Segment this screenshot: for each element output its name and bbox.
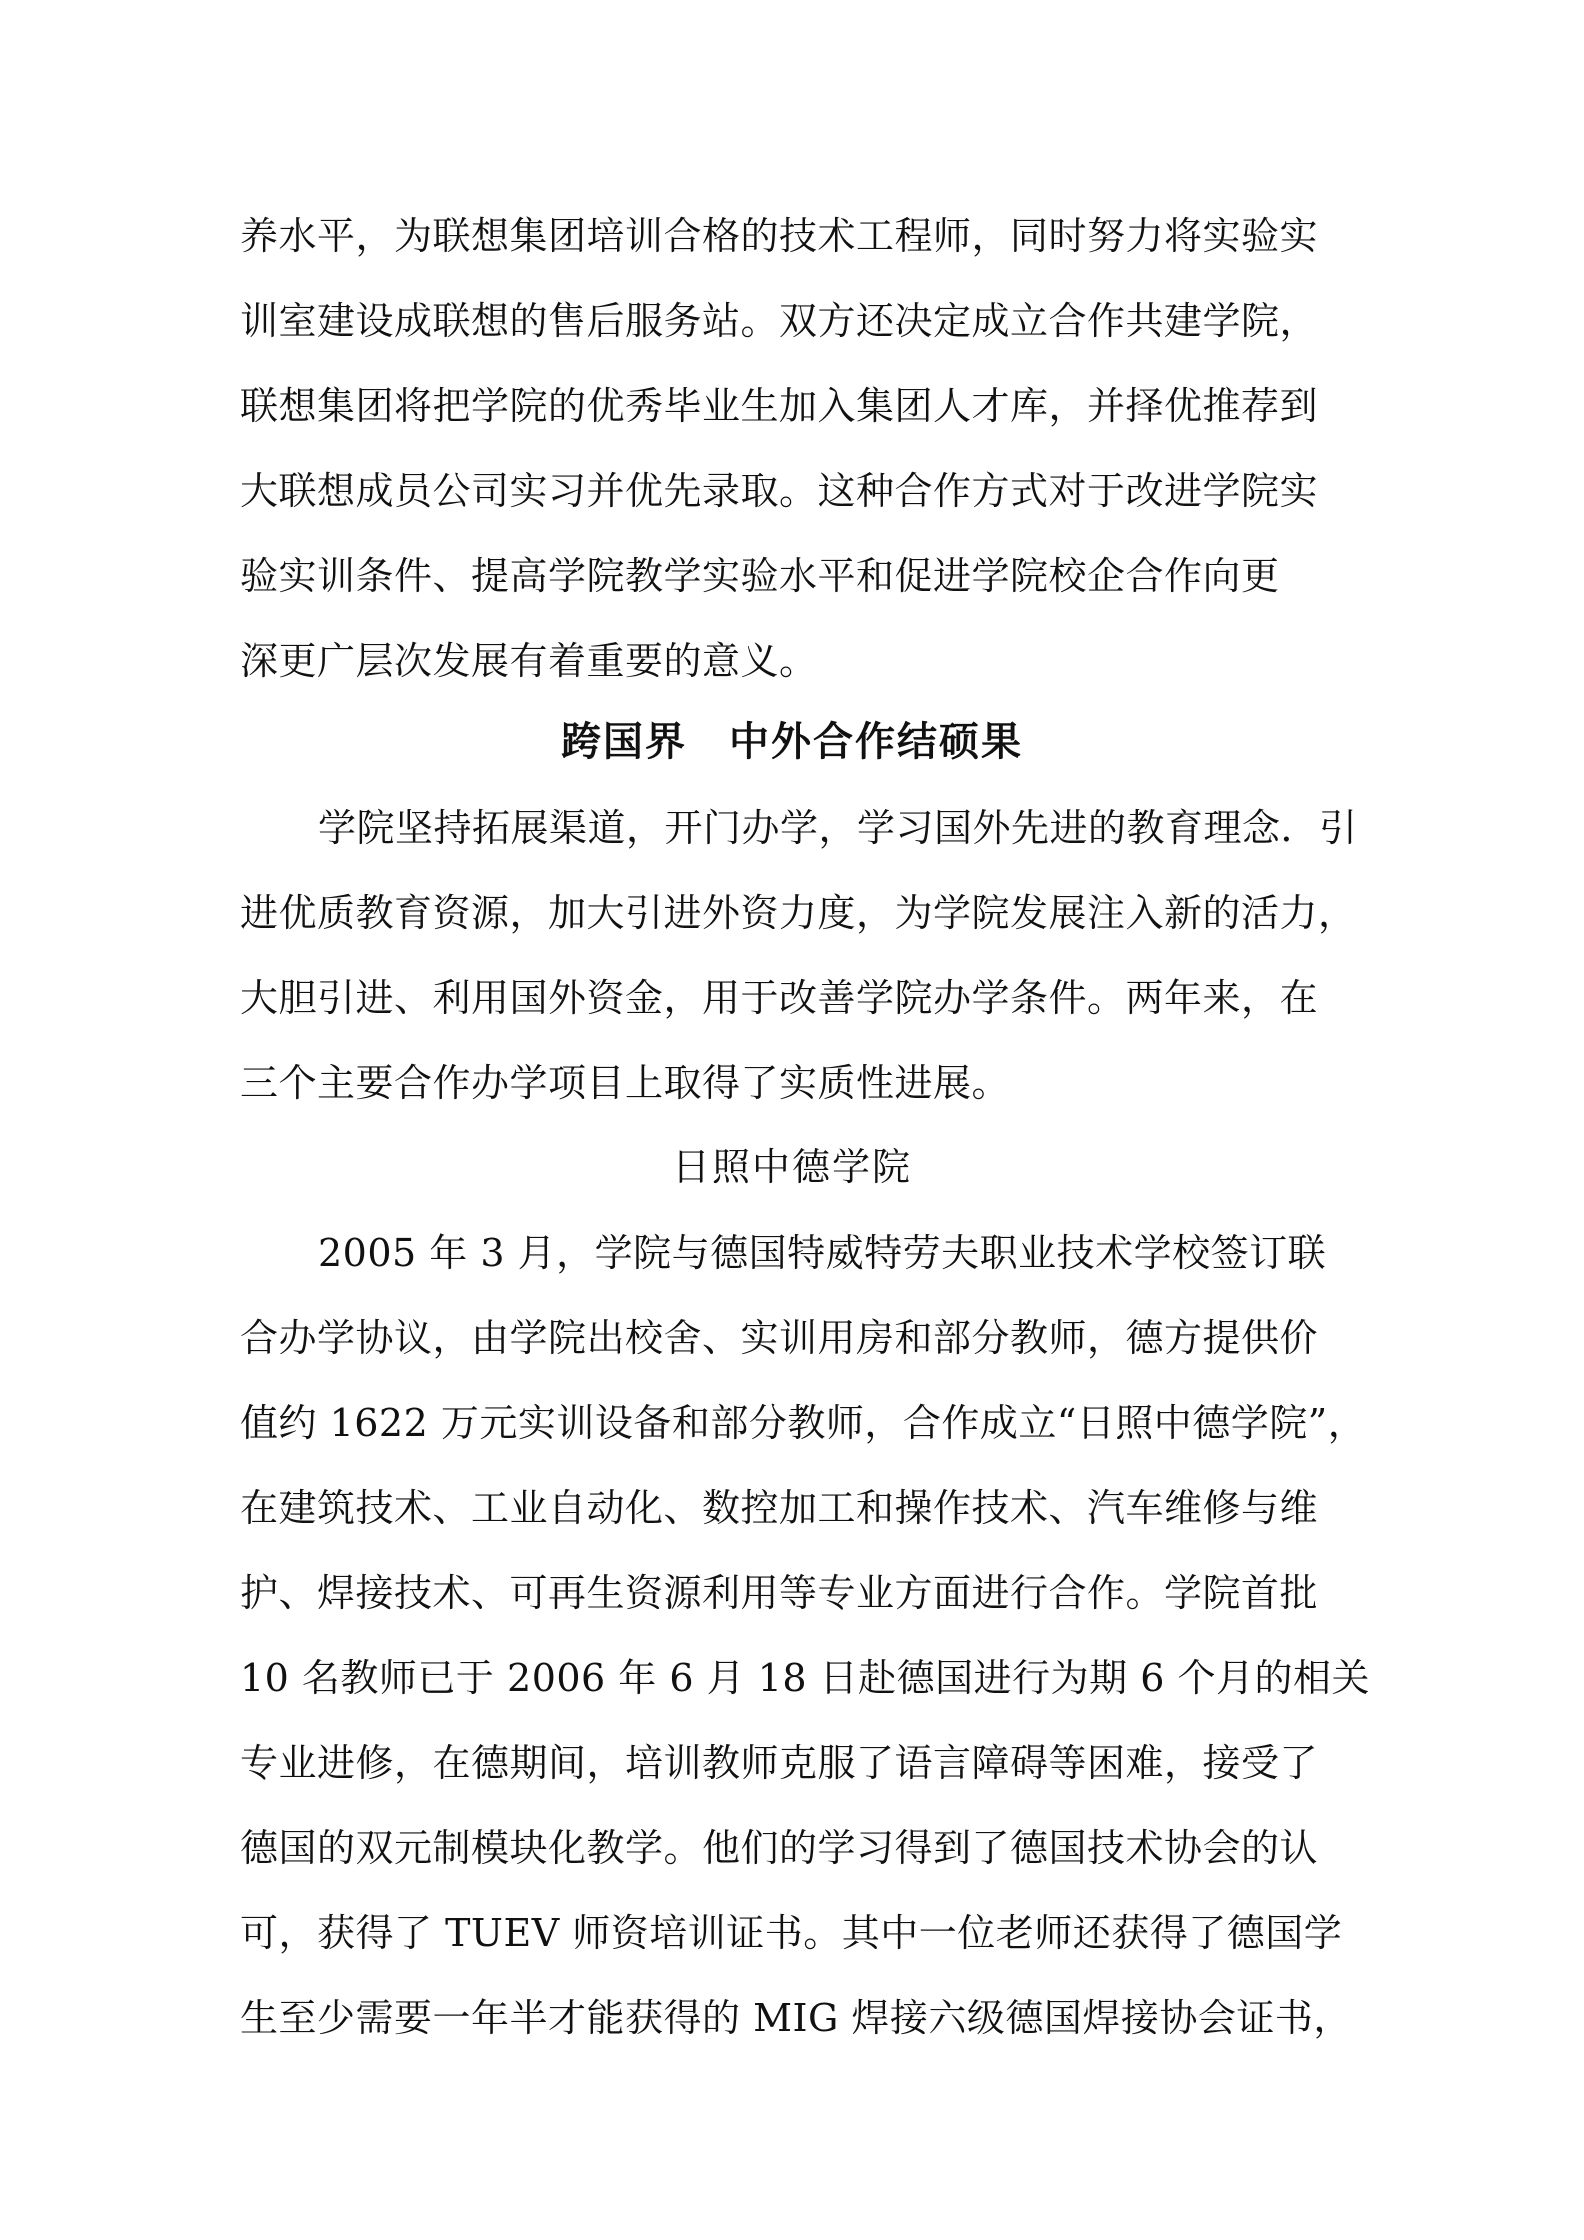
section-heading: 跨国界 中外合作结硕果 — [561, 718, 1023, 765]
paragraph-line: 养水平，为联想集团培训合格的技术工程师，同时努力将实验实 — [240, 214, 1319, 258]
paragraph-line: 可，获得了 TUEV 师资培训证书。其中一位老师还获得了德国学 — [240, 1911, 1343, 1955]
paragraph-line: 联想集团将把学院的优秀毕业生加入集团人才库，并择优推荐到 — [240, 384, 1319, 428]
paragraph-line: 2005 年 3 月，学院与德国特威特劳夫职业技术学校签订联 — [318, 1231, 1327, 1275]
paragraph-line: 大胆引进、利用国外资金，用于改善学院办学条件。两年来，在 — [240, 976, 1319, 1020]
paragraph-line: 验实训条件、提高学院教学实验水平和促进学院校企合作向更 — [240, 554, 1280, 598]
paragraph-line: 大联想成员公司实习并优先录取。这种合作方式对于改进学院实 — [240, 469, 1319, 513]
paragraph-line: 专业进修，在德期间，培训教师克服了语言障碍等困难，接受了 — [240, 1741, 1319, 1785]
sub-heading: 日照中德学院 — [671, 1145, 912, 1189]
paragraph-line: 合办学协议，由学院出校舍、实训用房和部分教师，德方提供价 — [240, 1316, 1319, 1360]
paragraph-line: 德国的双元制模块化教学。他们的学习得到了德国技术协会的认 — [240, 1826, 1319, 1870]
paragraph-line: 深更广层次发展有着重要的意义。 — [240, 639, 818, 683]
paragraph-line: 10 名教师已于 2006 年 6 月 18 日赴德国进行为期 6 个月的相关 — [240, 1656, 1370, 1700]
paragraph-line: 三个主要合作办学项目上取得了实质性进展。 — [240, 1061, 1011, 1105]
paragraph-line: 学院坚持拓展渠道，开门办学，学习国外先进的教育理念．引 — [318, 806, 1358, 850]
paragraph-line: 训室建设成联想的售后服务站。双方还决定成立合作共建学院， — [240, 299, 1319, 343]
paragraph-line: 值约 1622 万元实训设备和部分教师，合作成立“日照中德学院”， — [240, 1401, 1367, 1445]
paragraph-line: 生至少需要一年半才能获得的 MIG 焊接六级德国焊接协会证书， — [240, 1996, 1352, 2040]
paragraph-line: 护、焊接技术、可再生资源利用等专业方面进行合作。学院首批 — [240, 1571, 1319, 1615]
paragraph-line: 在建筑技术、工业自动化、数控加工和操作技术、汽车维修与维 — [240, 1486, 1319, 1530]
paragraph-line: 进优质教育资源，加大引进外资力度，为学院发展注入新的活力， — [240, 891, 1357, 935]
